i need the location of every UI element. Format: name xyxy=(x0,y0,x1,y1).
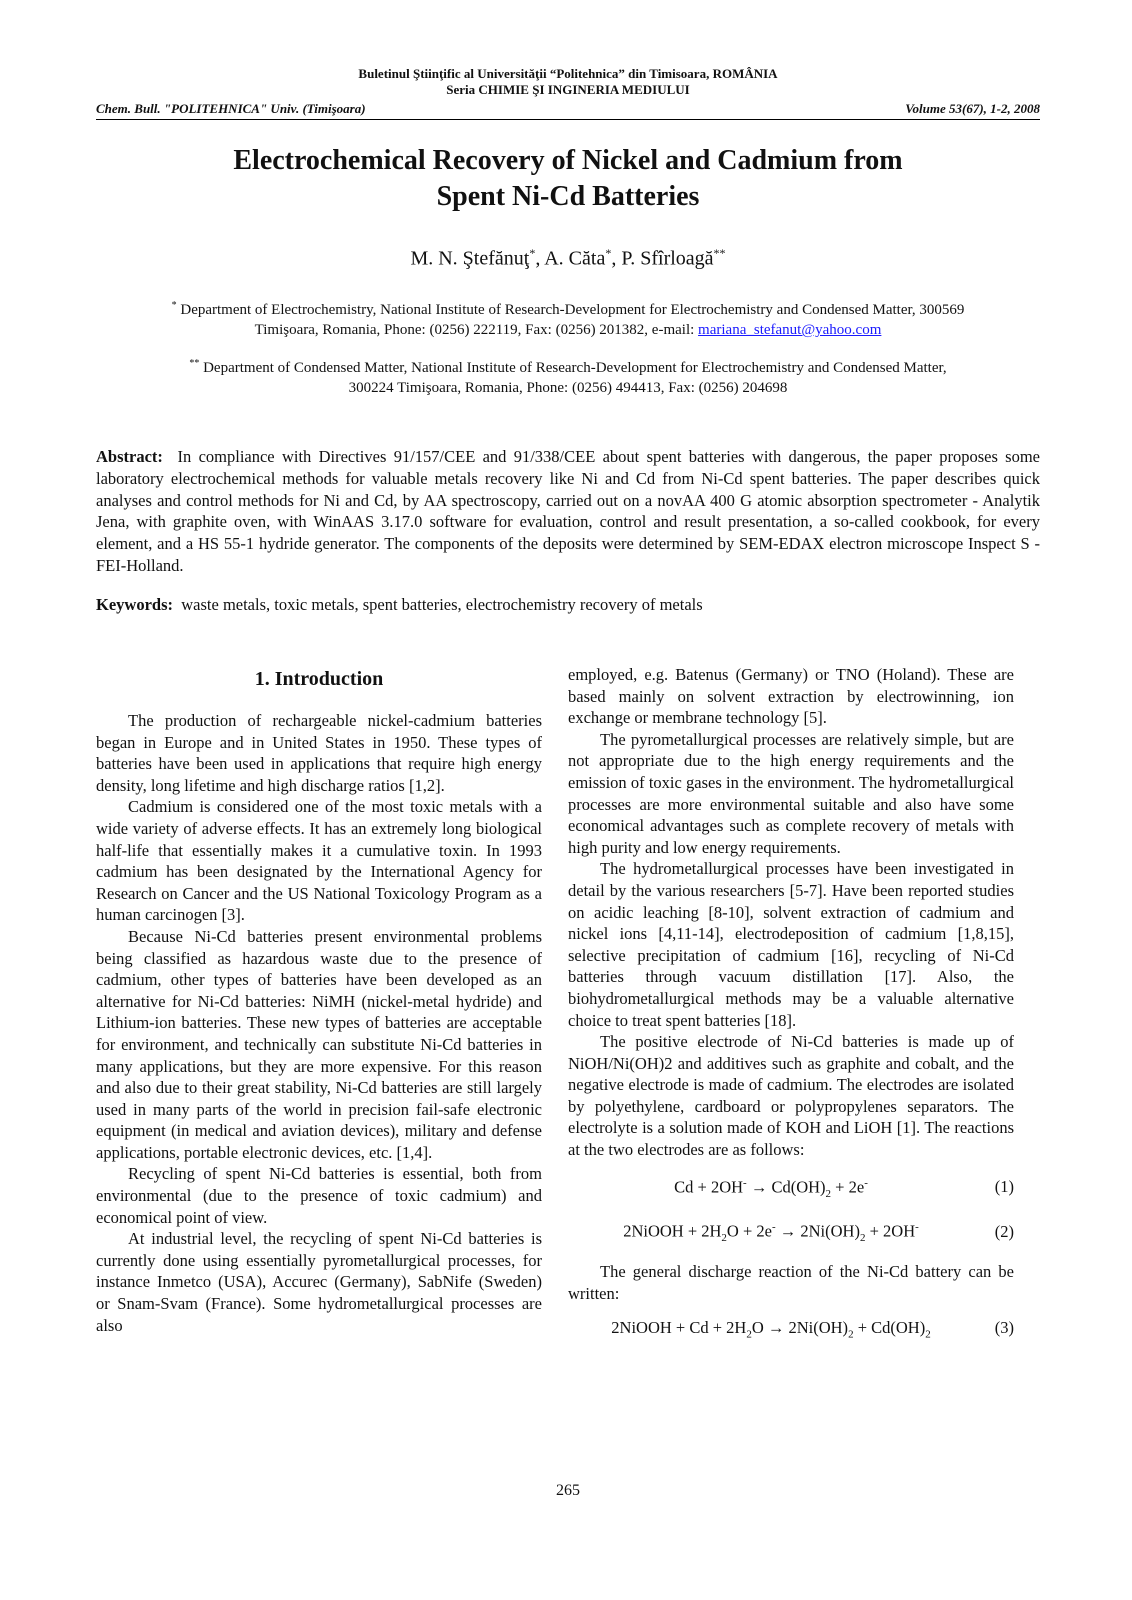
paragraph: employed, e.g. Batenus (Germany) or TNO (Holand). These are based mainly on solvent extraction by electrowinning, ion exchange or membrane technology [5]. xyxy=(568,665,1014,728)
equation-3-expression: 2NiOOH + $Cd + 2H_2O \to 2Ni(OH)_2 + Cd(OH)_2$ xyxy=(611,1317,931,1340)
abstract-label: Abstract: xyxy=(96,447,163,466)
author-3: P. Sfîrloagă xyxy=(621,247,714,270)
author-2: A. Căta xyxy=(544,247,606,270)
masthead-line-2: Seria CHIMIE ŞI INGINERIA MEDIULUI xyxy=(446,82,690,97)
paragraph: The pyrometallurgical processes are relatively simple, but are not appropriate due to the high energy requirements and the emission of toxic gases in the environment. The hydrometallurgical processes are more environmental suitable and also have some economical advantages such as complete recovery of metals with high purity and low energy requirements. xyxy=(568,729,1014,857)
affiliation-1-line-2: Timişoara, Romania, Phone: (0256) 222119, Fax: (0256) 201382, e-mail: xyxy=(254,322,699,338)
affiliation-2-mark: ** xyxy=(189,358,200,369)
equation-3-number: (3) xyxy=(994,1317,1014,1337)
equation-1-number: (1) xyxy=(994,1177,1014,1197)
masthead-line-1: Buletinul Ştiinţific al Universităţii “Politehnica” din Timisoara, ROMÂNIA xyxy=(358,66,778,81)
paragraph: Cadmium is considered one of the most toxic metals with a wide variety of adverse effects. It has an extremely long biological half-life that essentially makes it a cumulative toxin. In 1993 cadmium has been designated by the International Agency for Research on Cancer and the US National Toxicology Program as a human carcinogen [3]. xyxy=(96,797,542,925)
paragraph: The production of rechargeable nickel-cadmium batteries began in Europe and in United States in 1950. These types of batteries have been used in applications that require high energy density, long lifetime and high discharge ratios [1,2]. xyxy=(96,711,542,795)
equation-1 xyxy=(568,1173,1014,1205)
equation-2 xyxy=(568,1217,1014,1249)
author-1: M. N. Ştefănuţ xyxy=(410,247,530,270)
paragraph: Recycling of spent Ni-Cd batteries is essential, both from environmental (due to the presence of toxic cadmium) and economical point of view. xyxy=(96,1164,542,1227)
right-column xyxy=(568,664,1014,1358)
paragraph: At industrial level, the recycling of spent Ni-Cd batteries is currently done using essentially pyrometallurgical processes, for instance Inmetco (USA), Accurec (Germany), SabNife (Sweden) or Snam-Svam (France). Some hydrometallurgical processes are also xyxy=(96,1229,542,1335)
keywords-text: waste metals, toxic metals, spent batteries, electrochemistry recovery of metals xyxy=(181,595,703,614)
author-2-mark: * xyxy=(605,246,612,260)
journal-masthead xyxy=(96,66,1040,98)
running-head-right: Volume 53(67), 1-2, 2008 xyxy=(905,101,1040,116)
equation-1-expression: $Cd + 2OH^- \to Cd(OH)_2 + 2e^-$ xyxy=(674,1176,868,1200)
left-column xyxy=(96,664,542,1336)
affiliation-2 xyxy=(96,354,1040,398)
equation-2-expression: 2NiOOH + $2H_2O + 2e^- \to 2Ni(OH)_2 + 2OH^-$ xyxy=(623,1221,919,1244)
affiliation-2-line-2: 300224 Timişoara, Romania, Phone: (0256) 494413, Fax: (0256) 204698 xyxy=(348,380,788,396)
paper-title xyxy=(96,143,1040,215)
paragraph: Because Ni-Cd batteries present environmental problems being classified as hazardous waste due to the presence of cadmium, other types of batteries have been developed as an alternative for Ni-Cd batteries: NiMH (nickel-metal hydride) and Lithium-ion batteries. These new types of batteries are acceptable for environment, and technically can substitute Ni-Cd batteries in many applications, but they are more expensive. For this reason and also due to their great stability, Ni-Cd batteries are still largely used in many parts of the world in precision fail-safe electronic equipment (in medical and aviation devices), military and defense applications, portable electronic devices, etc. [1,4]. xyxy=(96,926,542,1162)
running-head-left: Chem. Bull. "POLITEHNICA" Univ. (Timişoara) xyxy=(96,101,366,116)
section-heading-introduction: 1. Introduction xyxy=(254,668,384,690)
affiliation-1-line-1: Department of Electrochemistry, National Institute of Research-Development for Electrochemistry and Condensed Matter, 300569 xyxy=(176,302,965,318)
affiliation-2-line-1: Department of Condensed Matter, National Institute of Research-Development for Electrochemistry and Condensed Matter, xyxy=(199,360,947,376)
paragraph: The positive electrode of Ni-Cd batteries is made up of NiOH/Ni(OH)2 and additives such as graphite and cobalt, and the negative electrode is made of cadmium. The electrodes are isolated by polyethylene, cardboard or polypropylenes separators. The electrolyte is a solution made of KOH and LiOH [1]. The reactions at the two electrodes are as follows: xyxy=(568,1032,1014,1160)
title-line-2: Spent Ni-Cd Batteries xyxy=(436,181,700,212)
author-1-mark: * xyxy=(529,246,536,260)
affiliation-1 xyxy=(96,296,1040,340)
equation-3 xyxy=(568,1317,1014,1346)
title-line-1: Electrochemical Recovery of Nickel and Cadmium from xyxy=(233,145,903,176)
running-head xyxy=(96,101,1040,120)
author-3-mark: ** xyxy=(713,246,726,260)
paragraph: The hydrometallurgical processes have been investigated in detail by the various researchers [5-7]. Have been reported studies on acidic leaching [8-10], solvent extraction of cadmium and nickel ions [4,11-14], electrodeposition of cadmium [1,8,15], selective precipitation of cadmium [16], recycling of Ni-Cd batteries through vacuum distillation [17]. Also, the biohydrometallurgical methods may be a valuable alternative choice to treat spent batteries [18]. xyxy=(568,859,1014,1030)
abstract xyxy=(96,446,1040,577)
equation-2-number: (2) xyxy=(994,1221,1014,1241)
page-number: 265 xyxy=(556,1482,580,1499)
keywords xyxy=(96,594,1040,616)
affiliation-1-mark: * xyxy=(171,300,177,311)
abstract-text: In compliance with Directives 91/157/CEE and 91/338/CEE about spent batteries with dangerous, the paper proposes some laboratory electrochemical methods for valuable metals recovery like Ni and Cd from Ni-Cd spent batteries. The paper describes quick analyses and control methods for Ni and Cd, by AA spectroscopy, carried out on a novAA 400 G atomic absorption spectrometer - Analytik Jena, with graphite oven, with WinAAS 3.17.0 software for evaluation, control and result presentation, a so-called cookbook, for every element, and a HS 55-1 hydride generator. The components of the deposits were determined by SEM-EDAX electron microscope Inspect S - FEI-Holland. xyxy=(96,447,1041,575)
keywords-label: Keywords: xyxy=(96,595,173,614)
author-email-link[interactable]: mariana_stefanut@yahoo.com xyxy=(698,322,882,338)
paragraph: The general discharge reaction of the Ni-Cd battery can be written: xyxy=(568,1262,1014,1304)
author-list: M. N. Ştefănuţ*, A. Căta*, P. Sfîrloagă** xyxy=(410,246,726,270)
